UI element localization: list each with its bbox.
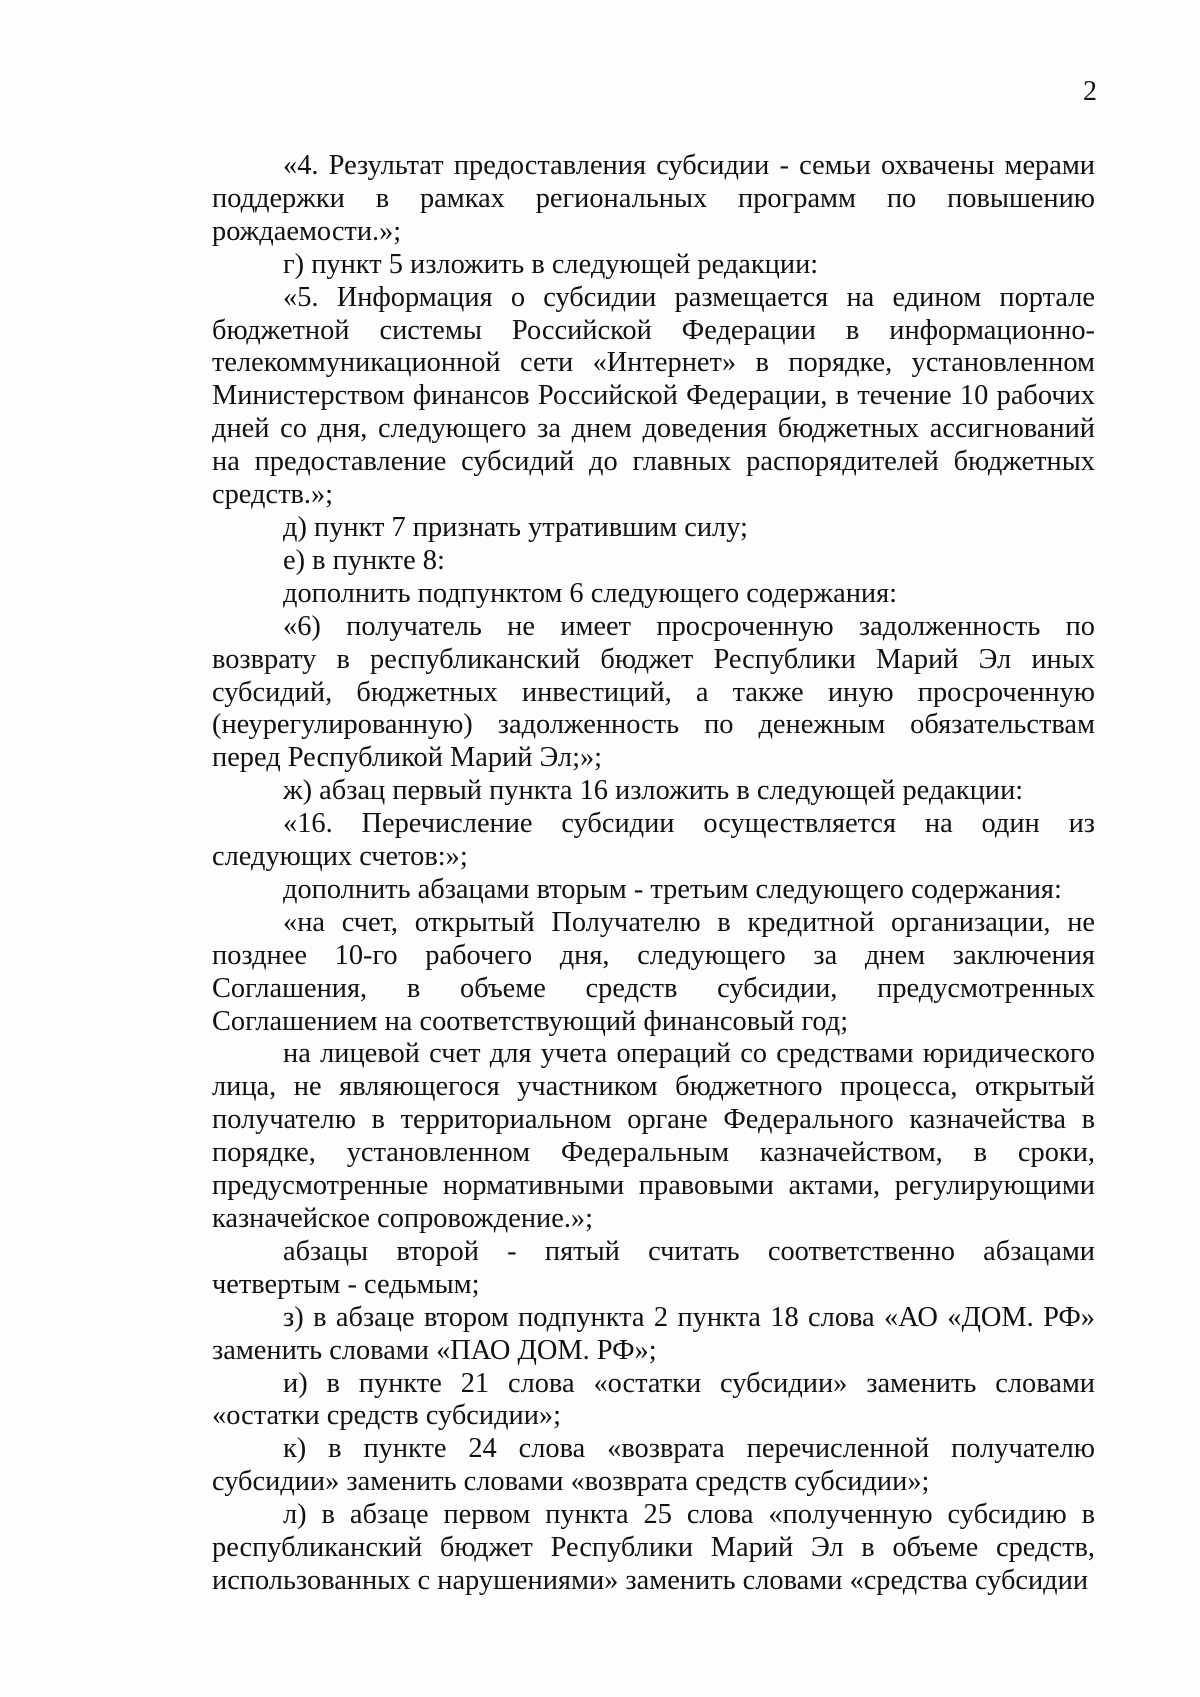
paragraph: г) пункт 5 изложить в следующей редакции: — [283, 248, 819, 280]
paragraph: е) в пункте 8: — [283, 544, 445, 576]
document-body — [212, 150, 1095, 1598]
paragraph: на лицевой счет для учета операций со средствами юридического лица, не являющегося участником бюджетного процесса, открытый получателю в территориальном органе Федерального казначейства в порядке, установленном Федеральным казначейством, в сроки, предусмотренные нормативными правовыми актами, регулирующими казначейское сопровождение.»; — [212, 1038, 1095, 1234]
page-number: 2 — [1083, 76, 1097, 107]
paragraph: л) в абзаце первом пункта 25 слова «полученную субсидию в республиканский бюджет Республики Марий Эл в объеме средств, использованных с нарушениями» заменить словами «средства субсидии — [212, 1499, 1095, 1596]
paragraph: «16. Перечисление субсидии осуществляется на один из следующих счетов:»; — [212, 808, 1095, 873]
paragraph: дополнить подпунктом 6 следующего содержания: — [283, 577, 898, 609]
paragraph: «4. Результат предоставления субсидии - семьи охвачены мерами поддержки в рамках региональных программ по повышению рождаемости.»; — [212, 150, 1095, 247]
paragraph: дополнить абзацами вторым - третьим следующего содержания: — [283, 873, 1062, 905]
paragraph: и) в пункте 21 слова «остатки субсидии» заменить словами «остатки средств субсидии»; — [212, 1367, 1095, 1432]
paragraph: к) в пункте 24 слова «возврата перечисленной получателю субсидии» заменить словами «возврата средств субсидии»; — [212, 1433, 1095, 1498]
paragraph: «5. Информация о субсидии размещается на едином портале бюджетной системы Российской Федерации в информационно-телекоммуникационной сети «Интернет» в порядке, установленном Министерством финансов Российской Федерации, в течение 10 рабочих дней со дня, следующего за днем доведения бюджетных ассигнований на предоставление субсидий до главных распорядителей бюджетных средств.»; — [212, 281, 1095, 511]
paragraph: «6) получатель не имеет просроченную задолженность по возврату в республиканский бюджет Республики Марий Эл иных субсидий, бюджетных инвестиций, а также иную просроченную (неурегулированную) задолженность по денежным обязательствам перед Республикой Марий Эл;»; — [212, 610, 1095, 774]
paragraph: абзацы второй - пятый считать соответственно абзацами четвертым - седьмым; — [212, 1235, 1095, 1300]
paragraph: ж) абзац первый пункта 16 изложить в следующей редакции: — [283, 775, 1024, 807]
paragraph: д) пункт 7 признать утратившим силу; — [283, 511, 748, 543]
paragraph: з) в абзаце втором подпункта 2 пункта 18 слова «АО «ДОМ. РФ» заменить словами «ПАО ДОМ. РФ»; — [212, 1301, 1095, 1366]
paragraph: «на счет, открытый Получателю в кредитной организации, не позднее 10-го рабочего дня, следующего за днем заключения Соглашения, в объеме средств субсидии, предусмотренных Соглашением на соответствующий финансовый год; — [212, 906, 1095, 1037]
